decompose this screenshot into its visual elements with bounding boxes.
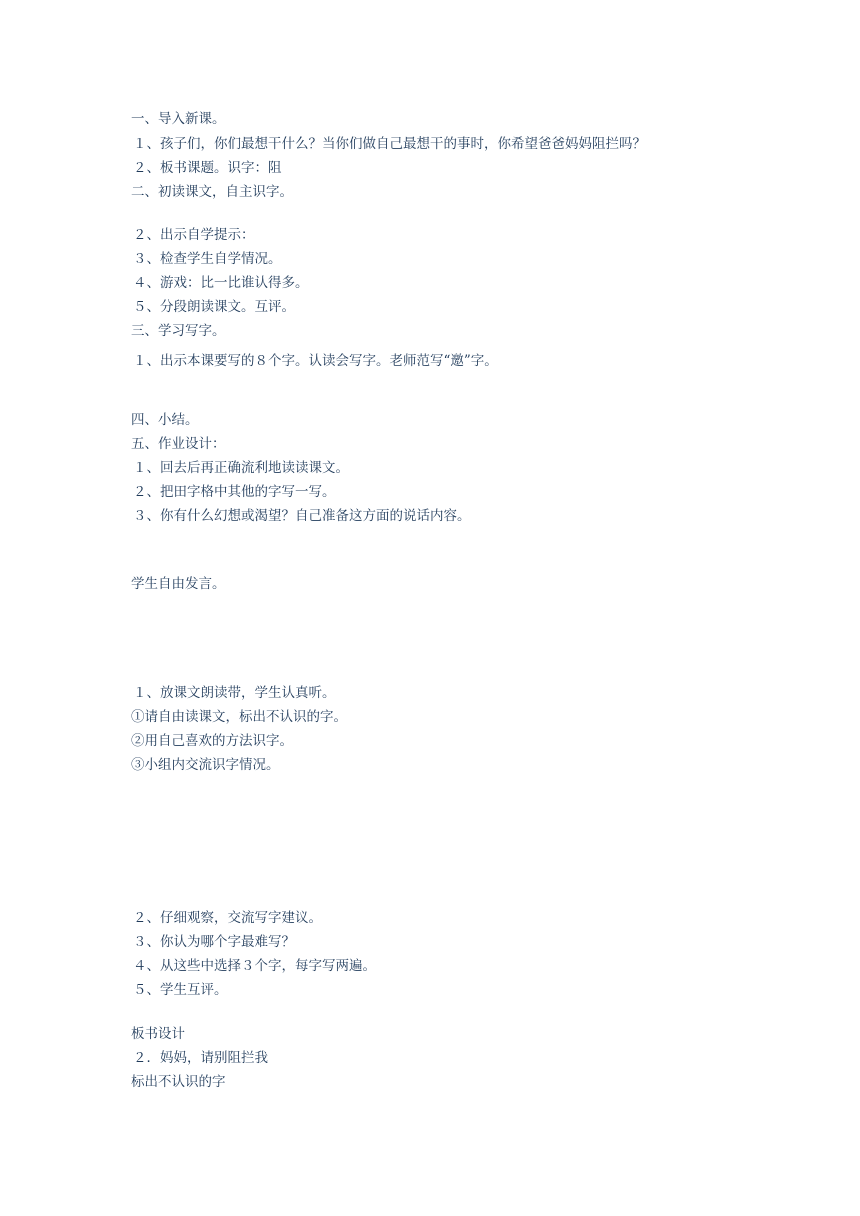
lesson-step: １、孩子们，你们最想干什么？当你们做自己最想干的事时，你希望爸爸妈妈阻拦吗？ — [133, 136, 646, 152]
board-design-title: ２．妈妈，请别阻拦我 — [133, 1050, 268, 1066]
student-activity: 学生自由发言。 — [131, 576, 226, 592]
section-heading-writing: 三、学习写字。 — [131, 323, 226, 339]
student-activity: ３、你认为哪个字最难写？ — [133, 934, 295, 950]
student-activity: ５、学生互评。 — [133, 982, 228, 998]
lesson-step: ２、板书课题。识字：阻 — [133, 160, 282, 176]
section-heading-intro: 一、导入新课。 — [131, 111, 226, 127]
section-heading-homework: 五、作业设计： — [131, 436, 226, 452]
student-activity: ①请自由读课文，标出不认识的字。 — [131, 709, 347, 725]
lesson-step: ５、分段朗读课文。互评。 — [133, 299, 295, 315]
lesson-step: ４、游戏：比一比谁认得多。 — [133, 275, 309, 291]
student-activity: ②用自己喜欢的方法识字。 — [131, 733, 293, 749]
section-heading-first-reading: 二、初读课文，自主识字。 — [131, 184, 293, 200]
homework-item: １、回去后再正确流利地读读课文。 — [133, 460, 349, 476]
student-activity: １、放课文朗读带，学生认真听。 — [133, 685, 336, 701]
student-activity: ③小组内交流识字情况。 — [131, 757, 280, 773]
lesson-step: １、出示本课要写的８个字。认读会写字。老师范写“邀”字。 — [133, 353, 498, 369]
lesson-step: ３、检查学生自学情况。 — [133, 251, 282, 267]
board-design-heading: 板书设计 — [131, 1026, 185, 1042]
student-activity: ２、仔细观察，交流写字建议。 — [133, 910, 322, 926]
section-heading-summary: 四、小结。 — [131, 412, 199, 428]
homework-item: ２、把田字格中其他的字写一写。 — [133, 484, 336, 500]
homework-item: ３、你有什么幻想或渴望？自己准备这方面的说话内容。 — [133, 508, 471, 524]
student-activity: ４、从这些中选择３个字，每字写两遍。 — [133, 958, 376, 974]
board-design-note: 标出不认识的字 — [131, 1074, 226, 1090]
lesson-step: ２、出示自学提示： — [133, 227, 255, 243]
